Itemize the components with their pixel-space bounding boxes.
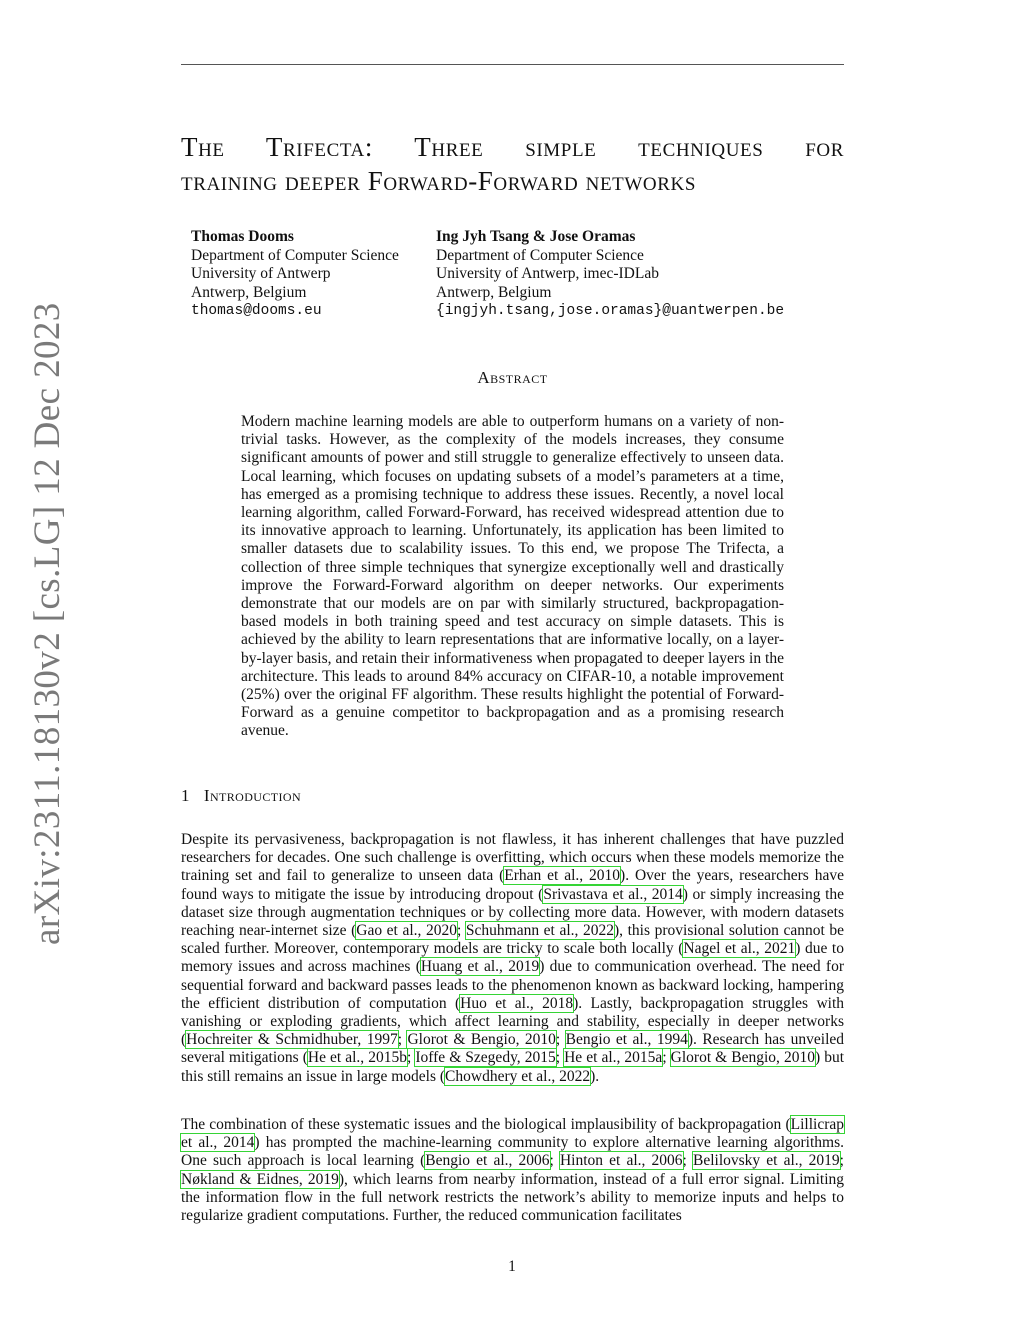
citation-link[interactable]: Schuhmann et al., 2022: [465, 922, 614, 940]
title-line-2: training deeper Forward-Forward networks: [181, 166, 696, 196]
text-run: ;: [406, 1049, 416, 1067]
author-univ: University of Antwerp, imec-IDLab: [436, 265, 659, 283]
text-run: ;: [456, 922, 466, 940]
text-run: ).: [590, 1067, 600, 1085]
section-heading: [181, 786, 301, 806]
citation-link[interactable]: Hochreiter & Schmidhuber, 1997: [186, 1031, 398, 1049]
top-rule: [181, 64, 844, 65]
author-email[interactable]: {ingjyh.tsang,jose.oramas}@uantwerpen.be: [436, 303, 785, 320]
text-run: ) or simply increasing the dataset size through augmentation techniques or by collecting more data. However, with modern datasets reaching near-internet size (: [181, 885, 844, 940]
page-number: 1: [508, 1258, 516, 1275]
text-run: ;: [662, 1049, 671, 1067]
citation-link[interactable]: Chowdhery et al., 2022: [445, 1067, 591, 1085]
text-run: ;: [549, 1152, 560, 1170]
text-run: ;: [555, 1031, 566, 1049]
title-line-1: The Trifecta: Three simple techniques for: [181, 132, 844, 162]
citation-link[interactable]: Huang et al., 2019: [420, 958, 540, 976]
author-location: Antwerp, Belgium: [191, 283, 307, 301]
text-run: ). Research has unveiled several mitigations (: [181, 1031, 845, 1067]
citation-link[interactable]: Hinton et al., 2006: [559, 1152, 683, 1170]
citation-link[interactable]: Bengio et al., 1994: [565, 1031, 688, 1049]
text-run: ) but this still remains an issue in large models (: [181, 1049, 844, 1085]
author-name: Ing Jyh Tsang & Jose Oramas: [436, 228, 636, 245]
citation-link[interactable]: Bengio et al., 2006: [425, 1152, 550, 1170]
text-run: ;: [682, 1152, 693, 1170]
abstract-text: Modern machine learning models are able to outperform humans on a variety of non-trivial tasks. However, as the complexity of the models increases, they consume significant amounts of power and still struggle to generalize effectively to unseen data. Local learning, which focuses on updating subsets of a model’s parameters at a time, has emerged as a promising technique to address these issues. Recently, a novel local learning algorithm, called Forward-Forward, has received widespread attention due to its innovative approach to learning. Unfortunately, its application has been limited to smaller datasets due to scalability issues. To this end, we propose The Trifecta, a collection of three simple techniques that synergize exceptionally well and drastically improve the Forward-Forward algorithm on deeper networks. Our experiments demonstrate that our models are on par with similarly structured, backpropagation-based models in both training speed and test accuracy on simple datasets. This is achieved by the ability to learn representations that are informative locally, on a layer-by-layer basis, and retain their informativeness when propagated to deeper layers in the architecture. This leads to around 84% accuracy on CIFAR-10, a notable improvement (25%) over the original FF algorithm. These results highlight the potential of Forward-Forward as a genuine competitor to backpropagation and as a promising research avenue.: [241, 413, 784, 740]
text-run: The combination of these systematic issues and the biological implausibility of backpropagation (: [181, 1116, 791, 1133]
text-run: ), this provisional solution cannot be scaled further. Moreover, contemporary models are tricky to scale both locally (: [181, 922, 845, 958]
author-location: Antwerp, Belgium: [436, 283, 552, 301]
text-run: ). Lastly, backpropagation struggles with vanishing or exploding gradients, which affect learning and stability, especially in deeper networks (: [181, 994, 845, 1049]
author-block-1: [191, 228, 399, 321]
citation-link[interactable]: Huo et al., 2018: [460, 994, 574, 1012]
text-run: ;: [555, 1049, 565, 1067]
author-block-2: [436, 228, 784, 321]
author-name: Thomas Dooms: [191, 228, 294, 245]
intro-paragraph-2: [181, 1116, 844, 1225]
text-run: ;: [397, 1031, 408, 1049]
citation-link[interactable]: Glorot & Bengio, 2010: [670, 1049, 815, 1067]
citation-link[interactable]: Nøkland & Eidnes, 2019: [181, 1170, 339, 1188]
author-dept: Department of Computer Science: [191, 246, 399, 264]
text-run: ) due to communication overhead. The need for sequential forward and backward passes leads to the phenomenon known as backward locking, hampering the efficient distribution of computation (: [181, 958, 845, 1012]
text-run: ;: [839, 1152, 844, 1170]
citation-link[interactable]: Glorot & Bengio, 2010: [407, 1031, 556, 1049]
citation-link[interactable]: Belilovsky et al., 2019: [692, 1152, 840, 1170]
citation-link[interactable]: He et al., 2015a: [564, 1049, 663, 1067]
paper-title: [181, 130, 844, 198]
abstract-heading: Abstract: [477, 368, 548, 387]
citation-link[interactable]: Ioffe & Szegedy, 2015: [415, 1049, 556, 1067]
section-number: 1: [181, 786, 190, 805]
section-title: Introduction: [203, 786, 302, 805]
arxiv-side-stamp: arXiv:2311.18130v2 [cs.LG] 12 Dec 2023: [27, 302, 68, 945]
author-univ: University of Antwerp: [191, 265, 331, 283]
citation-link[interactable]: Lillicrap et al., 2014: [181, 1116, 844, 1152]
citation-link[interactable]: Srivastava et al., 2014: [543, 885, 683, 903]
citation-link[interactable]: Gao et al., 2020: [356, 922, 457, 940]
citation-link[interactable]: Nagel et al., 2021: [683, 940, 796, 958]
text-run: ) due to memory issues and across machines (: [181, 940, 844, 976]
author-email[interactable]: thomas@dooms.eu: [191, 303, 322, 320]
text-run: ). Over the years, researchers have found ways to mitigate the issue by introducing dropout (: [181, 867, 844, 903]
text-run: ) has prompted the machine-learning community to explore alternative learning algorithms. One such approach is local learning (: [181, 1134, 844, 1170]
author-dept: Department of Computer Science: [436, 246, 644, 264]
citation-link[interactable]: Erhan et al., 2010: [504, 867, 621, 885]
intro-paragraph-1: [181, 831, 844, 1086]
text-run: ), which learns from nearby information, instead of a full error signal. Limiting the information flow in the full network restricts the network’s ability to memorize inputs and helps to regularize gradient computations. Further, the reduced communication facilitates: [181, 1170, 845, 1225]
text-run: Despite its pervasiveness, backpropagation is not flawless, it has inherent challenges that have puzzled researchers for decades. One such challenge is overfitting, which occurs when these models memorize the training set and fail to generalize to unseen data (: [181, 831, 844, 885]
citation-link[interactable]: He et al., 2015b: [307, 1049, 407, 1067]
